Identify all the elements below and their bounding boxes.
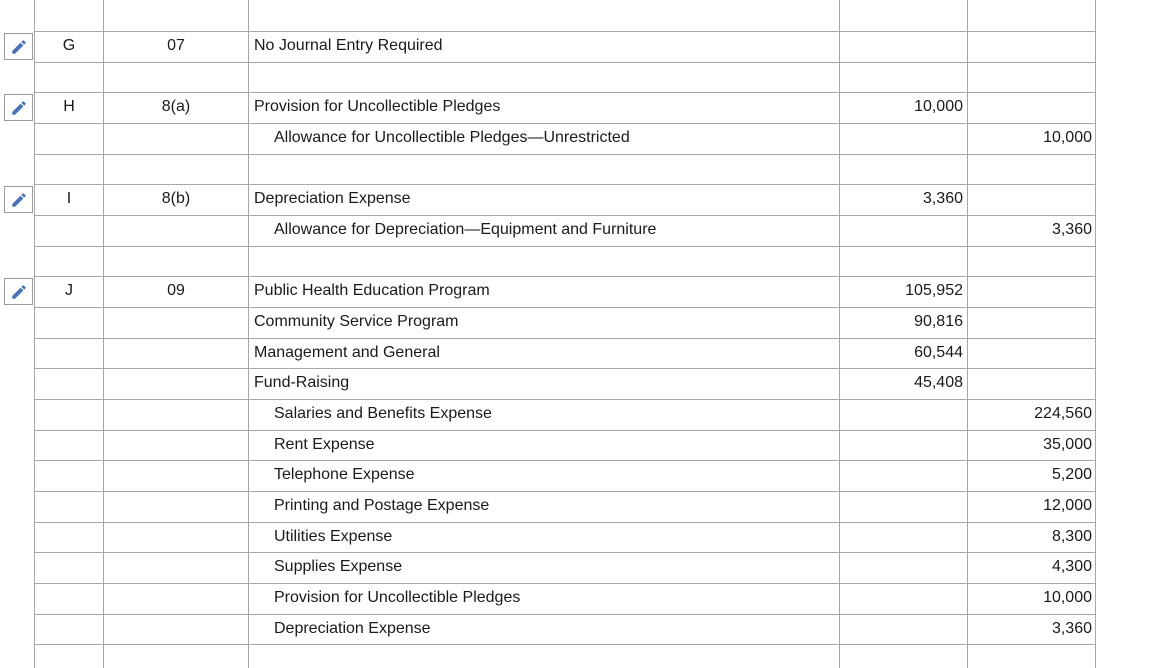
debit-amount-cell [840,583,963,614]
credit-amount-cell: 10,000 [1043,589,1092,606]
reference-cell [104,154,248,184]
entry-letter-cell [35,522,103,552]
credit-amount-cell [968,368,1092,399]
debit-amount-cell [840,246,963,276]
account-name-cell [254,644,834,668]
entry-letter-cell [35,368,103,399]
reference-cell: 09 [167,282,185,299]
reference-cell [104,614,248,644]
debit-amount-cell [840,614,963,644]
account-name-cell: Community Service Program [254,313,459,330]
entry-letter-cell: J [65,282,73,299]
reference-cell: 8(a) [161,98,191,115]
debit-amount-cell: 3,360 [922,190,963,207]
credit-amount-cell [968,184,1092,215]
reference-cell: 8(b) [161,190,191,207]
reference-cell [104,0,248,31]
reference-cell [104,430,248,460]
entry-letter-cell [35,644,103,668]
account-name-cell: Utilities Expense [274,528,393,545]
entry-letter-cell [35,338,103,368]
account-name-cell: Fund-Raising [254,374,350,391]
debit-amount-cell [840,644,963,668]
entry-letter-cell [35,215,103,246]
credit-amount-cell: 5,200 [1051,466,1092,483]
entry-letter-cell [35,246,103,276]
account-name-cell [254,246,834,276]
account-name-cell: Telephone Expense [274,466,415,483]
credit-amount-cell: 8,300 [1051,528,1092,545]
edit-entry-button[interactable] [4,94,33,121]
pencil-icon [10,99,28,117]
reference-cell [104,399,248,430]
credit-amount-cell [968,62,1092,92]
reference-cell [104,491,248,522]
entry-letter-cell: I [66,190,72,207]
reference-cell [104,644,248,668]
reference-cell [104,583,248,614]
credit-amount-cell: 12,000 [1043,497,1092,514]
entry-letter-cell [35,491,103,522]
entry-letter-cell: G [62,37,76,54]
reference-cell [104,62,248,92]
entry-letter-cell [35,583,103,614]
debit-amount-cell [840,399,963,430]
pencil-icon [10,38,28,56]
debit-amount-cell [840,123,963,154]
credit-amount-cell: 3,360 [1051,620,1092,637]
account-name-cell: Allowance for Uncollectible Pledges—Unrestricted [274,129,630,146]
account-name-cell [254,0,834,31]
entry-letter-cell [35,0,103,31]
entry-letter-cell [35,154,103,184]
reference-cell [104,368,248,399]
debit-amount-cell: 90,816 [914,313,963,330]
debit-amount-cell: 10,000 [914,98,963,115]
credit-amount-cell [968,92,1092,123]
entry-letter-cell [35,430,103,460]
reference-cell [104,307,248,338]
account-name-cell: Provision for Uncollectible Pledges [254,98,501,115]
column-divider [248,0,249,668]
credit-amount-cell: 35,000 [1043,436,1092,453]
credit-amount-cell [968,644,1092,668]
entry-letter-cell [35,62,103,92]
reference-cell [104,338,248,368]
account-name-cell: Depreciation Expense [254,190,411,207]
account-name-cell: Public Health Education Program [254,282,490,299]
credit-amount-cell [968,31,1092,62]
account-name-cell: Supplies Expense [274,558,403,575]
account-name-cell: Allowance for Depreciation—Equipment and Furniture [274,221,657,238]
entry-letter-cell [35,123,103,154]
account-name-cell [254,62,834,92]
account-name-cell [254,154,834,184]
credit-amount-cell [968,0,1092,31]
debit-amount-cell [840,62,963,92]
account-name-cell: Provision for Uncollectible Pledges [274,589,521,606]
credit-amount-cell [968,154,1092,184]
reference-cell [104,246,248,276]
credit-amount-cell: 3,360 [1051,221,1092,238]
debit-amount-cell [840,460,963,491]
credit-amount-cell [968,246,1092,276]
account-name-cell: Salaries and Benefits Expense [274,405,492,422]
account-name-cell: Management and General [254,344,440,361]
credit-amount-cell [968,307,1092,338]
edit-entry-button[interactable] [4,278,33,305]
debit-amount-cell [840,31,963,62]
credit-amount-cell [968,338,1092,368]
reference-cell [104,460,248,491]
debit-amount-cell [840,430,963,460]
column-divider [1095,0,1096,668]
edit-entry-button[interactable] [4,33,33,60]
reference-cell [104,552,248,583]
pencil-icon [10,191,28,209]
debit-amount-cell: 45,408 [914,374,963,391]
credit-amount-cell: 4,300 [1051,558,1092,575]
debit-amount-cell [840,215,963,246]
entry-letter-cell [35,552,103,583]
reference-cell [104,123,248,154]
edit-entry-button[interactable] [4,186,33,213]
entry-letter-cell [35,614,103,644]
debit-amount-cell [840,552,963,583]
credit-amount-cell: 224,560 [1034,405,1092,422]
entry-letter-cell [35,399,103,430]
debit-amount-cell [840,491,963,522]
reference-cell [104,522,248,552]
account-name-cell: No Journal Entry Required [254,37,443,54]
credit-amount-cell [968,276,1092,307]
pencil-icon [10,283,28,301]
debit-amount-cell: 105,952 [905,282,963,299]
debit-amount-cell [840,0,963,31]
debit-amount-cell: 60,544 [914,344,963,361]
reference-cell [104,215,248,246]
reference-cell: 07 [167,37,185,54]
account-name-cell: Depreciation Expense [274,620,431,637]
account-name-cell: Printing and Postage Expense [274,497,490,514]
account-name-cell: Rent Expense [274,436,375,453]
entry-letter-cell [35,460,103,491]
credit-amount-cell: 10,000 [1043,129,1092,146]
entry-letter-cell: H [63,98,75,115]
entry-letter-cell [35,307,103,338]
debit-amount-cell [840,154,963,184]
debit-amount-cell [840,522,963,552]
